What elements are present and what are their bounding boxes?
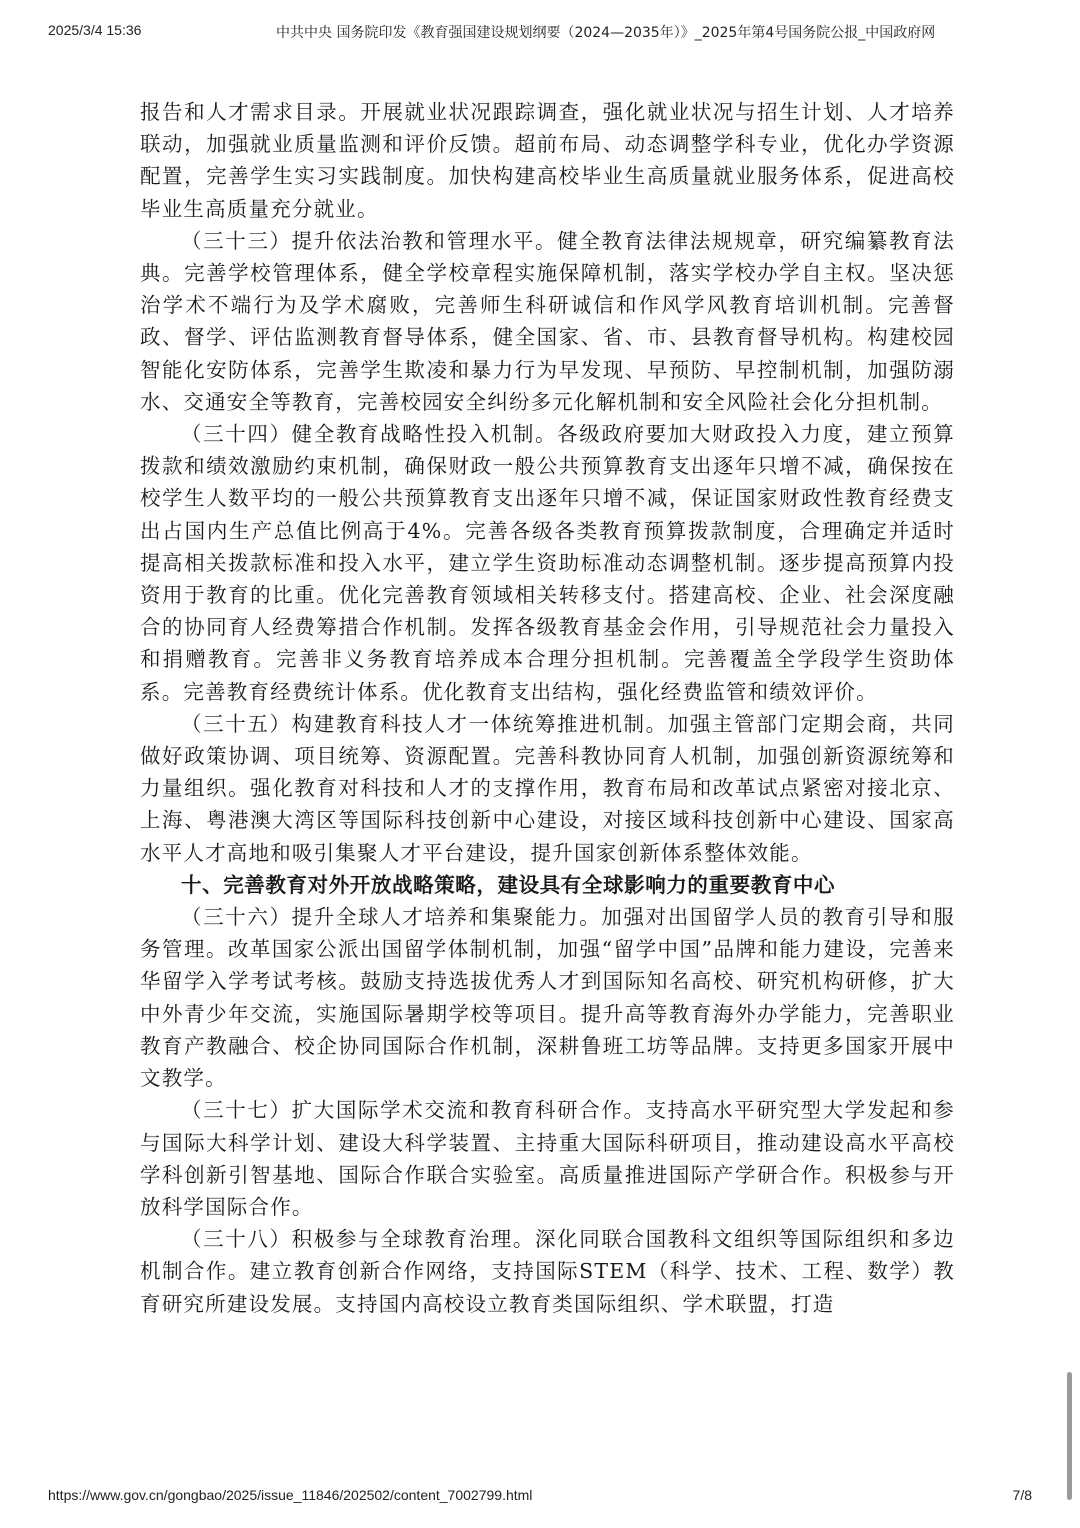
paragraph-38: （三十八）积极参与全球教育治理。深化同联合国教科文组织等国际组织和多边机制合作。建立教育创新合作网络，支持国际STEM（科学、技术、工程、数学）教育研究所建设发展。支持国内高校设立教育类国际组织、学术联盟，打造 <box>140 1227 955 1316</box>
paragraph-34: （三十四）健全教育战略性投入机制。各级政府要加大财政投入力度，建立预算拨款和绩效激励约束机制，确保财政一般公共预算教育支出逐年只增不减，确保按在校学生人数平均的一般公共预算教育支出逐年只增不减，保证国家财政性教育经费支出占国内生产总值比例高于4%。完善各级各类教育预算拨款制度，合理确定并适时提高相关拨款标准和投入水平，建立学生资助标准动态调整机制。逐步提高预算内投资用于教育的比重。优化完善教育领域相关转移支付。搭建高校、企业、社会深度融合的协同育人经费筹措合作机制。发挥各级教育基金会作用，引导规范社会力量投入和捐赠教育。完善非义务教育培养成本合理分担机制。完善覆盖全学段学生资助体系。完善教育经费统计体系。优化教育支出结构，强化经费监管和绩效评价。 <box>140 422 955 704</box>
print-datetime: 2025/3/4 15:36 <box>48 22 142 38</box>
paragraph-continued: 报告和人才需求目录。开展就业状况跟踪调查，强化就业状况与招生计划、人才培养联动，加强就业质量监测和评价反馈。超前布局、动态调整学科专业，优化办学资源配置，完善学生实习实践制度。加快构建高校毕业生高质量就业服务体系，促进高校毕业生高质量充分就业。 <box>140 100 955 221</box>
paragraph-37: （三十七）扩大国际学术交流和教育科研合作。支持高水平研究型大学发起和参与国际大科学计划、建设大科学装置、主持重大国际科研项目，推动建设高水平高校学科创新引智基地、国际合作联合实验室。高质量推进国际产学研合作。积极参与开放科学国际合作。 <box>140 1098 955 1219</box>
paragraph-35: （三十五）构建教育科技人才一体统筹推进机制。加强主管部门定期会商，共同做好政策协调、项目统筹、资源配置。完善科教协同育人机制，加强创新资源统筹和力量组织。强化教育对科技和人才的支撑作用，教育布局和改革试点紧密对接北京、上海、粤港澳大湾区等国际科技创新中心建设，对接区域科技创新中心建设、国家高水平人才高地和吸引集聚人才平台建设，提升国家创新体系整体效能。 <box>140 711 955 865</box>
print-page-title: 中共中央 国务院印发《教育强国建设规划纲要（2024—2035年）》_2025年第4号国务院公报_中国政府网 <box>276 25 936 41</box>
document-body <box>140 96 955 1320</box>
page-number: 7/8 <box>1012 1487 1032 1503</box>
paragraph-36: （三十六）提升全球人才培养和集聚能力。加强对出国留学人员的教育引导和服务管理。改革国家公派出国留学体制机制，加强“留学中国”品牌和能力建设，完善来华留学入学考试考核。鼓励支持选拔优秀人才到国际知名高校、研究机构研修，扩大中外青少年交流，实施国际暑期学校等项目。提升高等教育海外办学能力，完善职业教育产教融合、校企协同国际合作机制，深耕鲁班工坊等品牌。支持更多国家开展中文教学。 <box>140 905 955 1091</box>
paragraph-33: （三十三）提升依法治教和管理水平。健全教育法律法规规章，研究编纂教育法典。完善学校管理体系，健全学校章程实施保障机制，落实学校办学自主权。坚决惩治学术不端行为及学术腐败，完善师生科研诚信和作风学风教育培训机制。完善督政、督学、评估监测教育督导体系，健全国家、省、市、县教育督导机构。构建校园智能化安防体系，完善学生欺凌和暴力行为早发现、早预防、早控制机制，加强防溺水、交通安全等教育，完善校园安全纠纷多元化解机制和安全风险社会化分担机制。 <box>140 228 955 414</box>
page-url: https://www.gov.cn/gongbao/2025/issue_11846/202502/content_7002799.html <box>48 1487 533 1503</box>
scrollbar-thumb[interactable] <box>1067 1372 1072 1500</box>
section-heading-10: 十、完善教育对外开放战略策略，建设具有全球影响力的重要教育中心 <box>181 872 836 897</box>
